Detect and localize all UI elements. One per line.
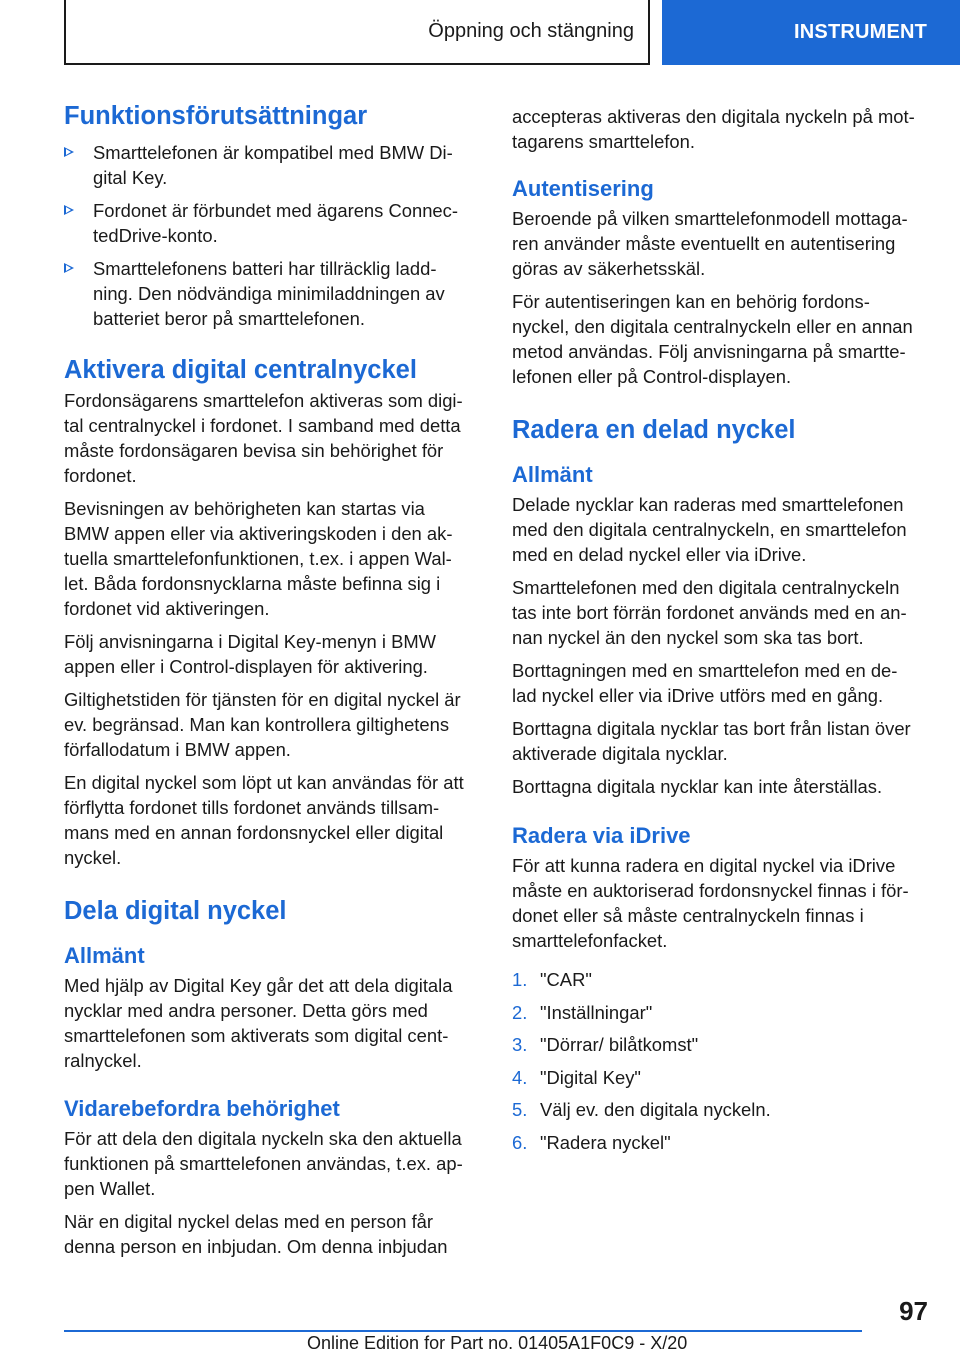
step-text: "Dörrar/ bilåtkomst" <box>540 1034 699 1055</box>
triangle-bullet-icon <box>64 205 74 215</box>
heading-share: Dela digital nyckel <box>64 897 287 925</box>
header-section-title: Öppning och stängning <box>428 20 634 42</box>
paragraph: Fordonsägarens smarttelefon aktiveras som digi- tal centralnyckel i fordonet. I samband med detta måste fordonsägaren bevisa sin behörighet för fordonet. <box>64 390 463 486</box>
step-number: 2. <box>512 1001 528 1023</box>
paragraph: Bevisningen av behörigheten kan startas via BMW appen eller via aktiveringskoden i den ak- tuella smarttelefonfunktionen, t.ex. i appen Wal- let. Båda fordonsnycklarna måste befinna sig i fordonet vid aktiveringen. <box>64 498 453 619</box>
step-text: "CAR" <box>540 969 592 990</box>
paragraph: Borttagna digitala nycklar kan inte återställas. <box>512 776 883 797</box>
heading-authentication: Autentisering <box>512 176 654 201</box>
step-number: 6. <box>512 1131 528 1153</box>
step-item <box>512 967 928 992</box>
step-number: 1. <box>512 969 528 990</box>
list-item-text: Smarttelefonens batteri har tillräcklig ladd- ning. Den nödvändiga minimiladdningen av batteriet beror på smarttelefonen. <box>93 258 445 329</box>
step-item <box>512 1000 928 1025</box>
paragraph: Borttagna digitala nycklar tas bort från listan över aktiverade digitala nycklar. <box>512 718 911 764</box>
heading-delete-general: Allmänt <box>512 462 593 487</box>
paragraph: För autentiseringen kan en behörig fordons- nyckel, den digitala centralnyckeln eller en annan metod användas. Följ anvisningarna på smartte- lefonen eller på Control-displayen. <box>512 291 913 387</box>
steps-list <box>512 967 928 1155</box>
step-text: "Digital Key" <box>540 1066 641 1088</box>
heading-requirements: Funktionsförutsättningar <box>64 102 368 130</box>
paragraph: Borttagningen med en smarttelefon med en de- lad nyckel eller via iDrive utförs med en gång. <box>512 660 898 706</box>
right-column <box>512 104 928 1162</box>
heading-share-general: Allmänt <box>64 943 145 968</box>
paragraph: Beroende på vilken smarttelefonmodell mottaga- ren använder måste eventuellt en autentisering göras av säkerhetsskäl. <box>512 208 908 279</box>
heading-forward: Vidarebefordra behörighet <box>64 1096 340 1121</box>
paragraph: En digital nyckel som löpt ut kan användas för att förflytta fordonet tills fordonet används tillsam- mans med en annan fordonsnyckel eller digital nyckel. <box>64 772 464 868</box>
heading-activate: Aktivera digital centralnyckel <box>64 356 417 384</box>
heading-delete-via-idrive: Radera via iDrive <box>512 823 691 848</box>
step-text: "Radera nyckel" <box>540 1131 671 1153</box>
step-number: 5. <box>512 1099 528 1120</box>
footer-divider <box>64 1330 862 1332</box>
paragraph: Smarttelefonen med den digitala centralnyckeln tas inte bort förrän fordonet används med en an- nan nyckel än den nyckel som ska tas bort. <box>512 577 907 648</box>
triangle-bullet-icon <box>64 263 74 273</box>
heading-delete-shared-key: Radera en delad nyckel <box>512 416 796 444</box>
paragraph: Delade nycklar kan raderas med smarttelefonen med den digitala centralnyckeln, en smarttelefon med en delad nyckel eller via iDrive. <box>512 494 907 565</box>
requirements-list <box>64 140 478 331</box>
list-item <box>64 140 478 190</box>
left-column <box>64 96 478 1267</box>
paragraph: För att kunna radera en digital nyckel via iDrive måste en auktoriserad fordonsnyckel finnas i för- donet eller så måste centralnyckeln finnas i smarttelefonfacket. <box>512 855 909 951</box>
paragraph: Giltighetstiden för tjänsten för en digital nyckel är ev. begränsad. Man kan kontrollera giltighetens förfallodatum i BMW appen. <box>64 689 461 760</box>
step-text: "Inställningar" <box>540 1001 653 1023</box>
header-chapter-tab <box>662 0 960 65</box>
header-section-tab <box>64 0 650 65</box>
list-item <box>64 198 478 248</box>
list-item <box>64 256 478 331</box>
header-chapter-title: INSTRUMENT <box>794 21 928 43</box>
paragraph: När en digital nyckel delas med en person får denna person en inbjudan. Om denna inbjudan <box>64 1211 448 1257</box>
step-item <box>512 1097 928 1122</box>
step-item <box>512 1065 928 1090</box>
step-number: 3. <box>512 1034 528 1055</box>
page-number: 97 <box>899 1296 928 1326</box>
list-item-text: Fordonet är förbundet med ägarens Connec- tedDrive-konto. <box>93 200 458 246</box>
step-item <box>512 1130 928 1155</box>
step-text: Välj ev. den digitala nyckeln. <box>540 1099 771 1120</box>
step-item <box>512 1032 928 1057</box>
paragraph: accepteras aktiveras den digitala nyckeln på mot- tagarens smarttelefon. <box>512 106 915 152</box>
footer-edition: Online Edition for Part no. 01405A1F0C9 - X/20 <box>307 1333 688 1353</box>
paragraph: Med hjälp av Digital Key går det att dela digitala nycklar med andra personer. Detta görs med smarttelefonen som aktiverats som digital cent- ralnyckel. <box>64 975 453 1071</box>
list-item-text: Smarttelefonen är kompatibel med BMW Di- gital Key. <box>93 142 453 188</box>
step-number: 4. <box>512 1066 528 1088</box>
triangle-bullet-icon <box>64 147 74 157</box>
paragraph: Följ anvisningarna i Digital Key-menyn i BMW appen eller i Control-displayen för aktivering. <box>64 631 437 677</box>
paragraph: För att dela den digitala nyckeln ska den aktuella funktionen på smarttelefonen användas, t.ex. ap- pen Wallet. <box>64 1128 463 1199</box>
